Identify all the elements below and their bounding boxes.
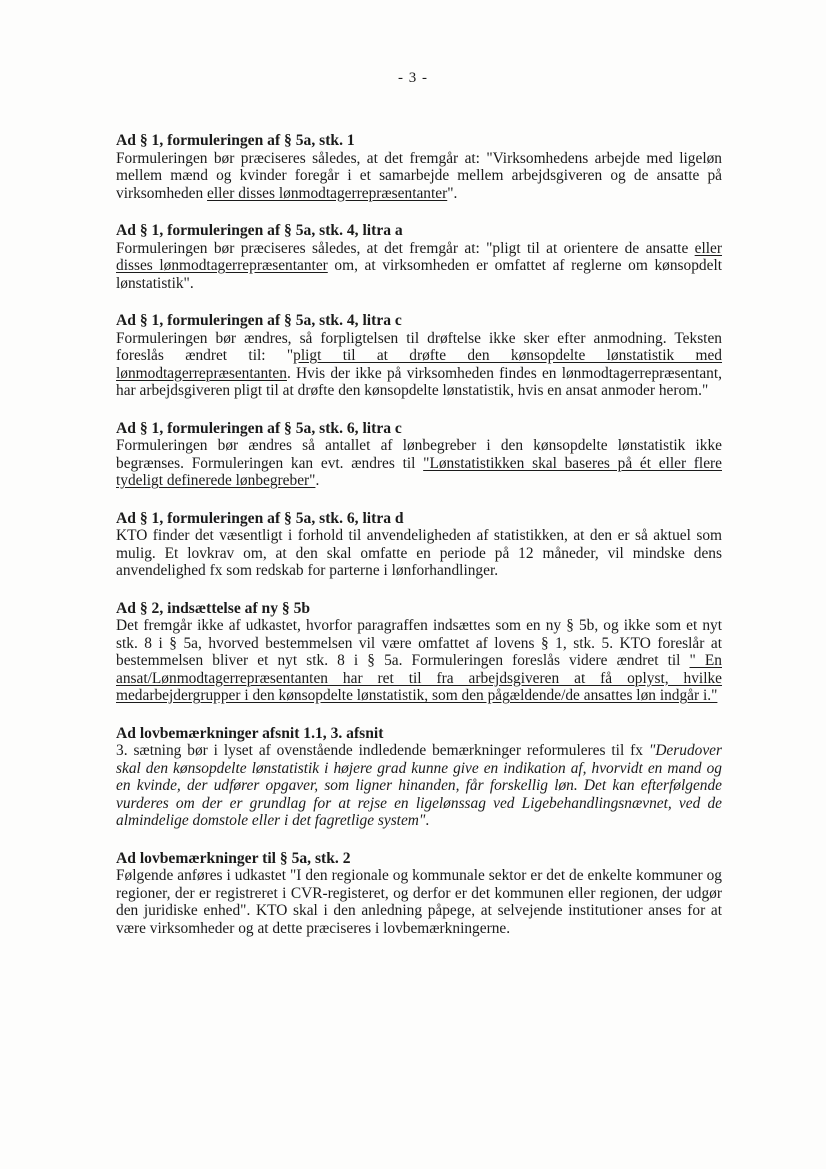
section-heading: Ad § 1, formuleringen af § 5a, stk. 6, litra d — [116, 509, 404, 527]
section-1 — [116, 132, 722, 202]
page-number: - 3 - — [398, 70, 428, 86]
paragraph-text: Formuleringen bør ændres så antallet af lønbegreber i den kønsopdelte lønstatistik ikke begrænses. Formuleringen kan evt. ændres til — [116, 437, 722, 472]
section-paragraph — [116, 330, 722, 400]
paragraph-text: Det fremgår ikke af udkastet, hvorfor paragraffen indsættes som en ny § 5b, og ikke som et nyt stk. 8 i § 5a, hvorved bestemmelsen vil være omfattet af lovens § 1, stk. 5. KTO foreslår at bestemmelsen bliver et nyt stk. 8 i § 5a. Formuleringen foreslås videre ændret til — [116, 617, 722, 669]
underlined-text: " En ansat/Lønmodtagerrepræsentanten har ret til fra arbejdsgiveren at få oplyst, hvilke medarbejdergrupper i den kønsopdelte lønstatistik, som den pågældende/de ansattes løn indgår i." — [116, 652, 722, 704]
section-paragraph — [116, 867, 722, 937]
italic-text: "Derudover skal den kønsopdelte lønstatistik i højere grad kunne give en indikation af, hvorvidt en mand og en kvinde, der udfører opgaver, som ligner hinanden, får forskellig løn. Det kan efterfølgende vurderes om der er grundlag for at rejse en ligelønssag ved Ligebehandlingsnævnet, ved de almindelige domstole eller i det fagretlige system" — [116, 742, 722, 829]
section-heading: Ad § 1, formuleringen af § 5a, stk. 6, litra c — [116, 419, 402, 437]
paragraph-text: Formuleringen bør præciseres således, at det fremgår at: "Virksomhedens arbejde med ligeløn mellem mænd og kvinder foregår i et samarbejde mellem arbejdsgiveren og de ansatte på virksomheden — [116, 149, 722, 202]
paragraph-text: om, at virksomheden er omfattet af reglerne om kønsopdelt lønstatistik". — [116, 257, 723, 292]
underlined-text: "Lønstatistikken skal baseres på ét eller flere tydeligt definerede lønbegreber" — [116, 454, 722, 489]
underlined-text: pligt til at drøfte den kønsopdelte lønstatistik med lønmodtagerrepræsentanten — [116, 347, 723, 382]
section-paragraph — [116, 150, 722, 203]
section-heading: Ad § 1, formuleringen af § 5a, stk. 1 — [116, 132, 355, 149]
section-3 — [116, 312, 722, 400]
section-6 — [116, 600, 722, 705]
underlined-text: eller disses lønmodtagerrepræsentanter — [116, 239, 722, 274]
section-paragraph — [116, 742, 722, 830]
section-paragraph — [116, 437, 722, 490]
paragraph-text: Følgende anføres i udkastet "I den regionale og kommunale sektor er det de enkelte kommuner og regioner, der er registreret i CVR-registeret, og derfor er det kommunen eller regionen, der udgør den juridiske enhed". KTO skal i den anledning påpege, at selvejende institutioner anses for at være virksomheder og at dette præciseres i lovbemærkningerne. — [116, 867, 722, 937]
paragraph-text: 3. sætning bør i lyset af ovenstående indledende bemærkninger reformuleres til fx — [116, 742, 649, 759]
paragraph-text: ". — [447, 184, 458, 202]
section-5 — [116, 510, 722, 580]
underlined-text: eller disses lønmodtagerrepræsentanter — [207, 184, 448, 202]
paragraph-text: Formuleringen bør ændres, så forpligtelsen til drøftelse ikke sker efter anmodning. Teksten foreslås ændret til: " — [116, 329, 722, 364]
paragraph-text: . Hvis der ikke på virksomheden findes en lønmodtagerrepræsentant, har arbejdsgiveren pligt til at drøfte den kønsopdelte lønstatistik, hvis en ansat anmoder herom." — [116, 364, 722, 399]
section-7 — [116, 725, 722, 830]
section-heading: Ad lovbemærkninger afsnit 1.1, 3. afsnit — [116, 724, 384, 742]
section-4 — [116, 420, 722, 490]
paragraph-text: Formuleringen bør præciseres således, at det fremgår at: "pligt til at orientere de ansatte — [116, 239, 695, 257]
section-paragraph — [116, 617, 722, 705]
section-2 — [116, 222, 722, 292]
section-8 — [116, 850, 722, 938]
section-heading: Ad § 1, formuleringen af § 5a, stk. 4, litra a — [116, 222, 403, 239]
section-heading: Ad § 1, formuleringen af § 5a, stk. 4, litra c — [116, 312, 402, 329]
section-paragraph — [116, 527, 722, 580]
document-body — [116, 132, 722, 957]
paragraph-text: . — [315, 472, 320, 489]
section-heading: Ad lovbemærkninger til § 5a, stk. 2 — [116, 849, 351, 867]
paragraph-text: KTO finder det væsentligt i forhold til anvendeligheden af statistikken, at den er så aktuel som mulig. Et lovkrav om, at den skal omfatte en periode på 12 måneder, vil mindske dens anvendelighed fx som redskab for parterne i lønforhandlinger. — [116, 527, 722, 579]
section-heading: Ad § 2, indsættelse af ny § 5b — [116, 599, 311, 617]
paragraph-text: . — [425, 812, 430, 829]
section-paragraph — [116, 240, 722, 293]
